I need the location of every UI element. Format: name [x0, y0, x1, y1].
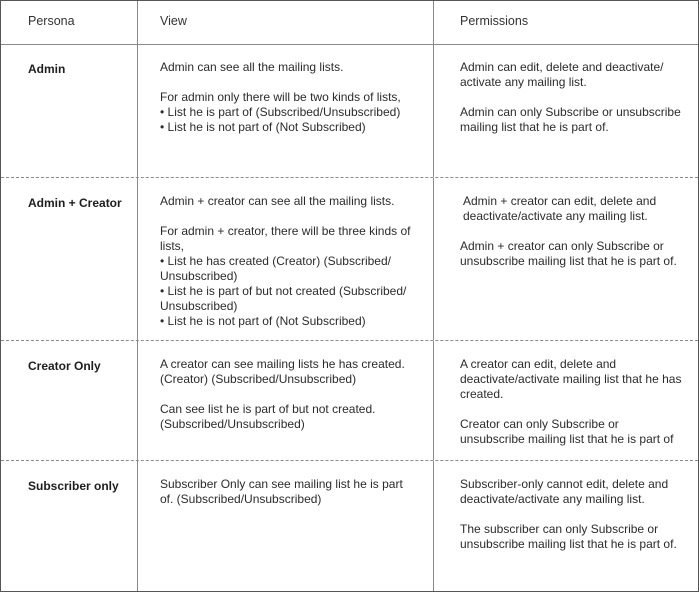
- view-bullet: • List he is not part of (Not Subscribed): [160, 314, 366, 328]
- table-row-admin: [1, 44, 698, 178]
- view-text: Admin can see all the mailing lists.: [160, 60, 344, 74]
- persona-name: Creator Only: [28, 359, 101, 373]
- permissions-text: A creator can edit, delete and deactivate/activate mailing list that he has created.: [460, 357, 682, 401]
- view-cell: [137, 461, 433, 591]
- permissions-text: Subscriber-only cannot edit, delete and deactivate/activate any mailing list.: [460, 477, 669, 506]
- view-text: Subscriber Only can see mailing list he is part of. (Subscribed/Unsubscribed): [160, 477, 403, 506]
- view-text: Can see list he is part of but not created. (Subscribed/Unsubscribed): [160, 402, 376, 431]
- persona-name: Subscriber only: [28, 479, 119, 493]
- permissions-text: The subscriber can only Subscribe or unsubscribe mailing list that he is part of.: [460, 522, 677, 551]
- view-text: For admin only there will be two kinds of lists,: [160, 90, 401, 104]
- persona-name: Admin + Creator: [28, 196, 122, 210]
- persona-cell: [1, 461, 137, 591]
- view-cell: [137, 341, 433, 460]
- table-header-row: [1, 1, 698, 45]
- table-row-subscriber-only: [1, 461, 698, 591]
- view-text: Admin + creator can see all the mailing lists.: [160, 194, 395, 208]
- permissions-text: Admin + creator can edit, delete and deactivate/activate any mailing list.: [463, 194, 657, 223]
- permissions-text: Admin + creator can only Subscribe or unsubscribe mailing list that he is part of.: [460, 239, 677, 268]
- view-list: [160, 224, 419, 329]
- view-text: For admin + creator, there will be three kinds of lists,: [160, 224, 411, 253]
- view-cell: [137, 178, 433, 340]
- permissions-text: Admin can only Subscribe or unsubscribe mailing list that he is part of.: [460, 105, 681, 134]
- persona-cell: [1, 341, 137, 460]
- view-bullet: • List he is not part of (Not Subscribed): [160, 120, 366, 134]
- persona-cell: [1, 44, 137, 177]
- permissions-cell: [433, 178, 698, 340]
- view-cell: [137, 44, 433, 177]
- header-persona: Persona: [28, 14, 75, 28]
- permissions-cell: [433, 341, 698, 460]
- table-row-admin-creator: [1, 178, 698, 341]
- persona-cell: [1, 178, 137, 340]
- permissions-cell: [433, 44, 698, 177]
- view-text: A creator can see mailing lists he has created. (Creator) (Subscribed/Unsubscribed): [160, 357, 405, 386]
- view-bullet: • List he has created (Creator) (Subscribed/ Unsubscribed): [160, 254, 391, 283]
- view-bullet: • List he is part of but not created (Subscribed/ Unsubscribed): [160, 284, 407, 313]
- header-view: View: [137, 1, 433, 44]
- persona-name: Admin: [28, 62, 66, 76]
- view-bullet: • List he is part of (Subscribed/Unsubscribed): [160, 105, 401, 119]
- permissions-cell: [433, 461, 698, 591]
- permissions-text: Admin can edit, delete and deactivate/ activate any mailing list.: [460, 60, 664, 89]
- view-list: [160, 90, 419, 135]
- permissions-text: Creator can only Subscribe or unsubscribe mailing list that he is part of: [460, 417, 674, 446]
- table-row-creator-only: [1, 341, 698, 461]
- header-permissions: Permissions: [433, 1, 698, 44]
